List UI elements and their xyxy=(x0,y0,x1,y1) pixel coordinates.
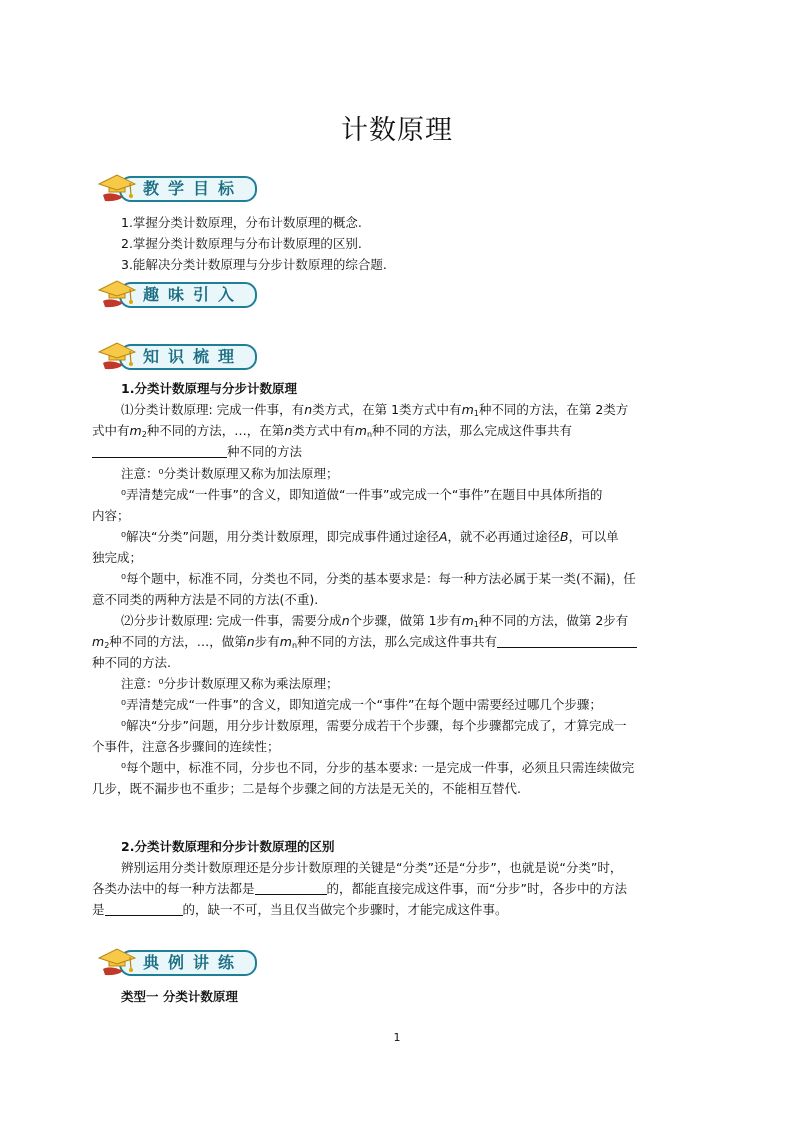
banner-label: 典例讲练 xyxy=(143,953,244,972)
goal-3: 3.能解决分类计数原理与分步计数原理的综合题. xyxy=(121,257,387,272)
goal-2: 2.掌握分类计数原理与分布计数原理的区别. xyxy=(121,236,362,251)
note-2-2b: 个事件，注意各步骤间的连续性； xyxy=(92,739,280,754)
page-number: 1 xyxy=(393,1031,401,1044)
section-banner-goals xyxy=(97,171,259,205)
answer-blank xyxy=(497,634,637,648)
banner-label: 趣味引入 xyxy=(143,285,244,304)
section-1-heading: 1.分类计数原理与分步计数原理 xyxy=(121,381,297,396)
note-2-3a: ⁰每个题中，标准不同，分步也不同，分步的基本要求: 一是完成一件事，必须且只需连续做完 xyxy=(121,760,635,775)
note-2-3b: 几步，既不漏步也不重步；二是每个步骤之间的方法是无关的，不能相互替代. xyxy=(92,781,521,796)
section-banner-knowledge xyxy=(97,339,259,373)
note-1-1a: ⁰弄清楚完成“一件事”的含义，即知道做“一件事”或完成一个“事件”在题目中具体所指的 xyxy=(121,487,603,502)
principle-2-line-3: 种不同的方法. xyxy=(92,655,171,670)
note-2-1: ⁰弄清楚完成“一件事”的含义，即知道完成一个“事件”在每个题中需要经过哪几个步骤； xyxy=(121,697,602,712)
banner-label: 知识梳理 xyxy=(143,347,244,366)
difference-line-1: 辨别运用分类计数原理还是分步计数原理的关键是“分类”还是“分步”，也就是说“分类”时， xyxy=(121,860,623,875)
section-banner-examples xyxy=(97,945,259,979)
principle-1-line-2: 式中有$m_2$种不同的方法，…，在第n类方式中有$m_n$种不同的方法，那么完成这件事共有 xyxy=(92,423,573,439)
principle-1-line-3: 种不同的方法 xyxy=(92,443,302,461)
note-1-3b: 意不同类的两种方法是不同的方法(不重). xyxy=(92,592,319,607)
graduation-cap-icon xyxy=(97,171,137,205)
note-1-0: 注意：⁰分类计数原理又称为加法原理； xyxy=(121,466,339,481)
graduation-cap-icon xyxy=(97,339,137,373)
note-2-2a: ⁰解决“分步”问题，用分步计数原理，需要分成若干个步骤，每个步骤都完成了，才算完成一 xyxy=(121,718,627,733)
goal-1: 1.掌握分类计数原理，分布计数原理的概念. xyxy=(121,215,362,230)
difference-line-3: 是 的，缺一不可，当且仅当做完个步骤时，才能完成这件事。 xyxy=(92,902,508,917)
section-2-heading: 2.分类计数原理和分步计数原理的区别 xyxy=(121,839,335,854)
note-1-1b: 内容； xyxy=(92,508,130,523)
note-2-0: 注意：⁰分步计数原理又称为乘法原理； xyxy=(121,676,339,691)
answer-blank xyxy=(105,902,183,916)
principle-1-line-1: ⑴分类计数原理: 完成一件事，有n类方式，在第 1类方式中有$m_1$种不同的方法，在第 2类方 xyxy=(121,402,629,418)
answer-blank xyxy=(92,444,227,458)
difference-line-2: 各类办法中的每一种方法都是 的，都能直接完成这件事，而“分步”时，各步中的方法 xyxy=(92,881,627,896)
page-title: 计数原理 xyxy=(341,115,453,146)
graduation-cap-icon xyxy=(97,277,137,311)
principle-2-line-1: ⑵分步计数原理: 完成一件事，需要分成n个步骤，做第 1步有$m_1$种不同的方法，做第 2步有 xyxy=(121,613,629,629)
answer-blank xyxy=(255,881,327,895)
note-1-3a: ⁰每个题中，标准不同，分类也不同，分类的基本要求是：每一种方法必属于某一类(不漏)，任 xyxy=(121,571,636,586)
banner-label: 教学目标 xyxy=(143,179,244,198)
note-1-2a: ⁰解决“分类”问题，用分类计数原理，即完成事件通过途径A，就不必再通过途径B，可以单 xyxy=(121,529,619,544)
section-banner-intro xyxy=(97,277,259,311)
type-1-heading: 类型一 分类计数原理 xyxy=(121,989,238,1004)
principle-2-line-2: $m_2$种不同的方法，…，做第n步有$m_n$种不同的方法，那么完成这件事共有 xyxy=(92,633,637,655)
note-1-2b: 独完成； xyxy=(92,550,143,565)
graduation-cap-icon xyxy=(97,945,137,979)
